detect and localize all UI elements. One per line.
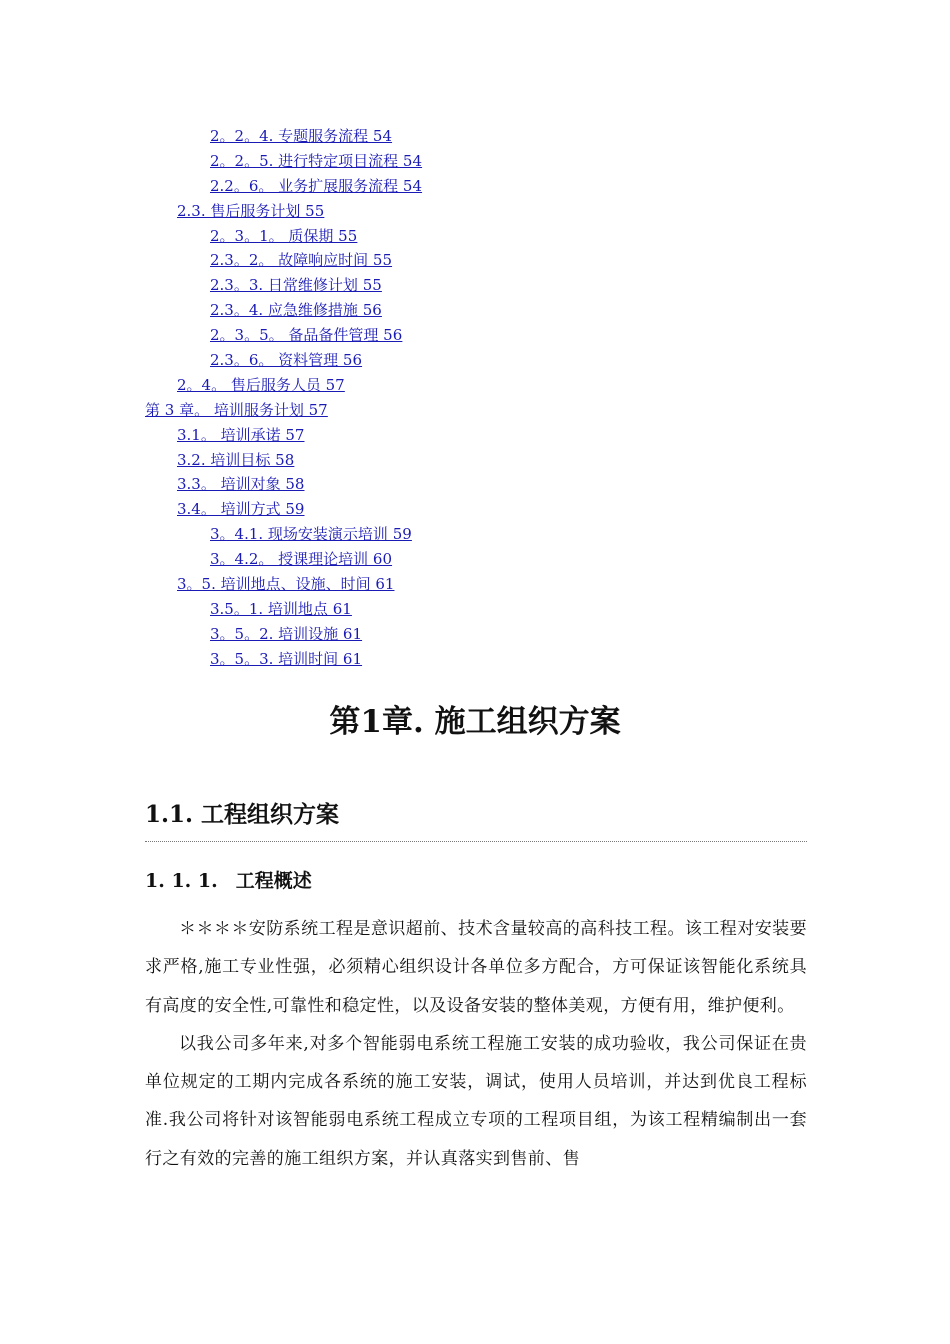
body-text <box>145 910 807 1178</box>
toc-entry <box>0 497 950 522</box>
toc-link[interactable]: 2。2。4. 专题服务流程 54 <box>210 127 393 145</box>
toc-entry <box>0 547 950 572</box>
toc-link[interactable]: 3.1。 培训承诺 57 <box>177 425 305 444</box>
toc-entry <box>0 224 950 249</box>
toc-link[interactable]: 2。3。5。 备品备件管理 56 <box>210 326 403 345</box>
section-divider <box>145 841 807 842</box>
toc-entry <box>0 248 950 273</box>
toc-link[interactable]: 2.3。6。 资料管理 56 <box>210 351 363 370</box>
toc-entry <box>0 298 950 323</box>
toc-entry <box>0 448 950 473</box>
toc-link[interactable]: 2.3。4. 应急维修措施 56 <box>210 301 382 320</box>
toc-entry <box>0 472 950 497</box>
toc-link[interactable]: 2.3. 售后服务计划 55 <box>177 201 325 220</box>
toc-entry <box>0 398 950 423</box>
toc-link[interactable]: 3。5。2. 培训设施 61 <box>210 624 363 643</box>
toc-entry <box>0 149 950 174</box>
toc-entry <box>0 124 950 149</box>
toc-link[interactable]: 2。3。1。 质保期 55 <box>210 226 358 245</box>
toc-link[interactable]: 3.5。1. 培训地点 61 <box>210 599 352 618</box>
toc-entry <box>0 199 950 224</box>
toc-entry <box>0 174 950 199</box>
toc-link[interactable]: 3。5. 培训地点、设施、时间 61 <box>177 575 395 594</box>
toc-entry <box>0 622 950 647</box>
toc-link[interactable]: 3。5。3. 培训时间 61 <box>210 649 363 668</box>
toc-entry <box>0 373 950 398</box>
toc-link[interactable]: 3。4.2。 授课理论培训 60 <box>210 550 393 569</box>
toc-link[interactable]: 3.2. 培训目标 58 <box>177 450 295 469</box>
table-of-contents <box>0 124 950 672</box>
toc-entry <box>0 522 950 547</box>
paragraph: ＊＊＊＊安防系统工程是意识超前、技术含量较高的高科技工程。该工程对安装要求严格,施工专业性强，必须精心组织设计各单位多方配合，方可保证该智能化系统具有高度的安全性,可靠性和稳定性，以及设备安装的整体美观，方便有用，维护便利。 <box>145 919 807 1016</box>
toc-link[interactable]: 2。4。 售后服务人员 57 <box>177 375 345 394</box>
toc-entry <box>0 323 950 348</box>
toc-entry <box>0 597 950 622</box>
toc-link[interactable]: 2.3。2。 故障响应时间 55 <box>210 251 393 270</box>
chapter-title: 第1章. 施工组织方案 <box>329 704 621 740</box>
toc-link[interactable]: 2。2。5. 进行特定项目流程 54 <box>210 151 423 170</box>
toc-entry <box>0 423 950 448</box>
toc-link[interactable]: 2.3。3. 日常维修计划 55 <box>210 276 382 295</box>
toc-link[interactable]: 3.4。 培训方式 59 <box>177 500 305 519</box>
toc-link[interactable]: 3.3。 培训对象 58 <box>177 475 305 494</box>
toc-entry <box>0 273 950 298</box>
toc-entry <box>0 572 950 597</box>
toc-link[interactable]: 2.2。6。 业务扩展服务流程 54 <box>210 176 423 195</box>
toc-link[interactable]: 3。4.1. 现场安装演示培训 59 <box>210 525 412 544</box>
toc-entry <box>0 348 950 373</box>
toc-link[interactable]: 第 3 章。 培训服务计划 57 <box>145 400 328 419</box>
section-title: 1.1. 工程组织方案 <box>145 801 340 828</box>
subsection-heading <box>145 866 312 896</box>
subsection-title: 工程概述 <box>235 870 312 892</box>
paragraph: 以我公司多年来,对多个智能弱电系统工程施工安装的成功验收，我公司保证在贵单位规定的工期内完成各系统的施工安装，调试，使用人员培训，并达到优良工程标准.我公司将针对该智能弱电系统工程成立专项的工程项目组，为该工程精编制出一套行之有效的完善的施工组织方案，并认真落实到售前、售 <box>145 1033 807 1169</box>
toc-entry <box>0 647 950 672</box>
subsection-number: 1. 1. 1. <box>145 870 218 892</box>
